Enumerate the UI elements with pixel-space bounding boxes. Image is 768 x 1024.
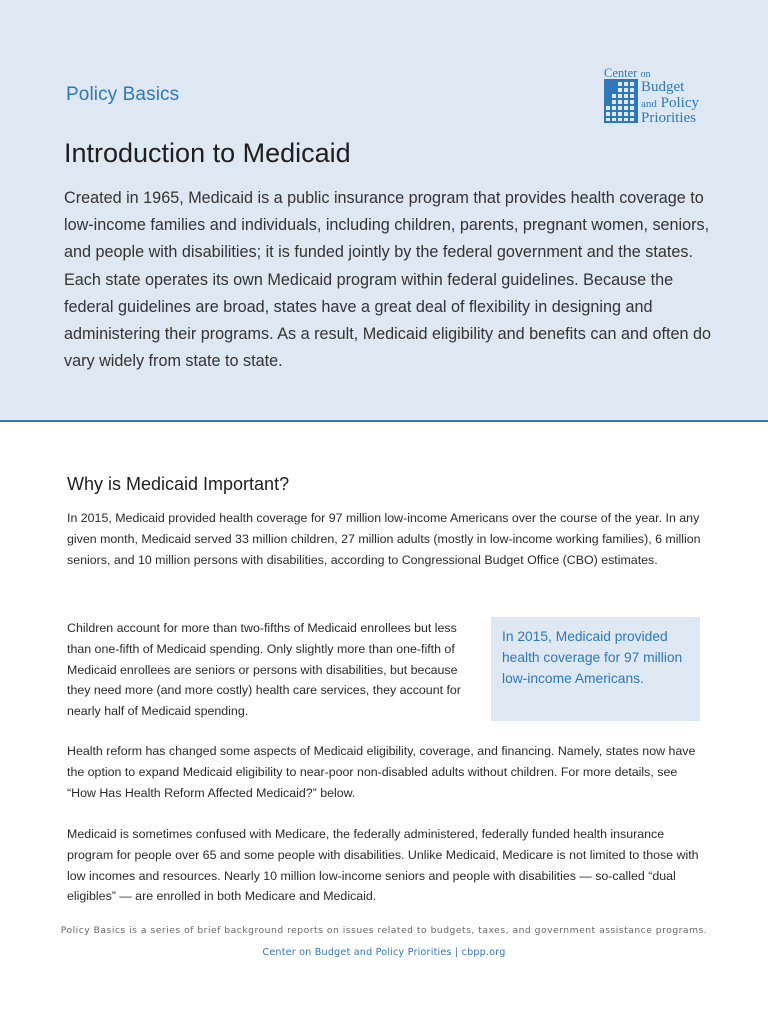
logo-text-priorities: Priorities [641,110,696,126]
logo-text-center: Center on [604,66,651,80]
page-title: Introduction to Medicaid [64,138,351,168]
footer-note: Policy Basics is a series of brief background reports on issues related to budgets, taxes, and government assistance programs. [60,925,708,936]
body-paragraph-4: Medicaid is sometimes confused with Medicare, the federally administered, federally funded health insurance program for people over 65 and some people with disabilities. Unlike Medicaid, Medicare is not limited to those with low incomes and resources. Nearly 10 million low-income seniors and people with disabilities — so-called “dual eligibles” — are enrolled in both Medicare and Medicaid. [67,827,699,904]
logo-text-budget: Budget [641,79,685,95]
logo-text-policy: and Policy [641,95,699,111]
cbpp-logo[interactable] [603,66,713,128]
body-paragraph-1: In 2015, Medicaid provided health coverage for 97 million low-income Americans over the course of the year. In any given month, Medicaid served 33 million children, 27 million adults (mostly in low-income working families), 6 million seniors, and 10 million persons with disabilities, according to Congressional Budget Office (CBO) estimates. [67,511,701,567]
footer-org-link[interactable]: Center on Budget and Policy Priorities | cbpp.org [262,947,506,958]
pull-quote-text: In 2015, Medicaid provided health coverage for 97 million low-income Americans. [502,629,683,686]
pull-quote-box [491,617,700,721]
logo-grid-icon [604,79,638,123]
section-heading: Why is Medicaid Important? [67,474,290,494]
body-paragraph-3: Health reform has changed some aspects of Medicaid eligibility, coverage, and financing. Namely, states now have the option to expand Medicaid eligibility to near-poor non-disabled adults without children. For more details, see “How Has Health Reform Affected Medicaid?” below. [67,744,696,800]
series-label: Policy Basics [66,84,180,105]
intro-paragraph: Created in 1965, Medicaid is a public insurance program that provides health coverage to low-income families and individuals, including children, parents, pregnant women, seniors, and people with disabilities; it is funded jointly by the federal government and the states. Each state operates its own Medicaid program within federal guidelines. Because the federal guidelines are broad, states have a great deal of flexibility in designing and administering their programs. As a result, Medicaid eligibility and benefits can and often do vary widely from state to state. [64,189,711,371]
body-paragraph-2: Children account for more than two-fifths of Medicaid enrollees but less than one-fifth of Medicaid spending. Only slightly more than one-fifth of Medicaid enrollees are seniors or persons with disabilities, but because they need more (and more costly) health care services, they account for nearly half of Medicaid spending. [67,621,461,719]
